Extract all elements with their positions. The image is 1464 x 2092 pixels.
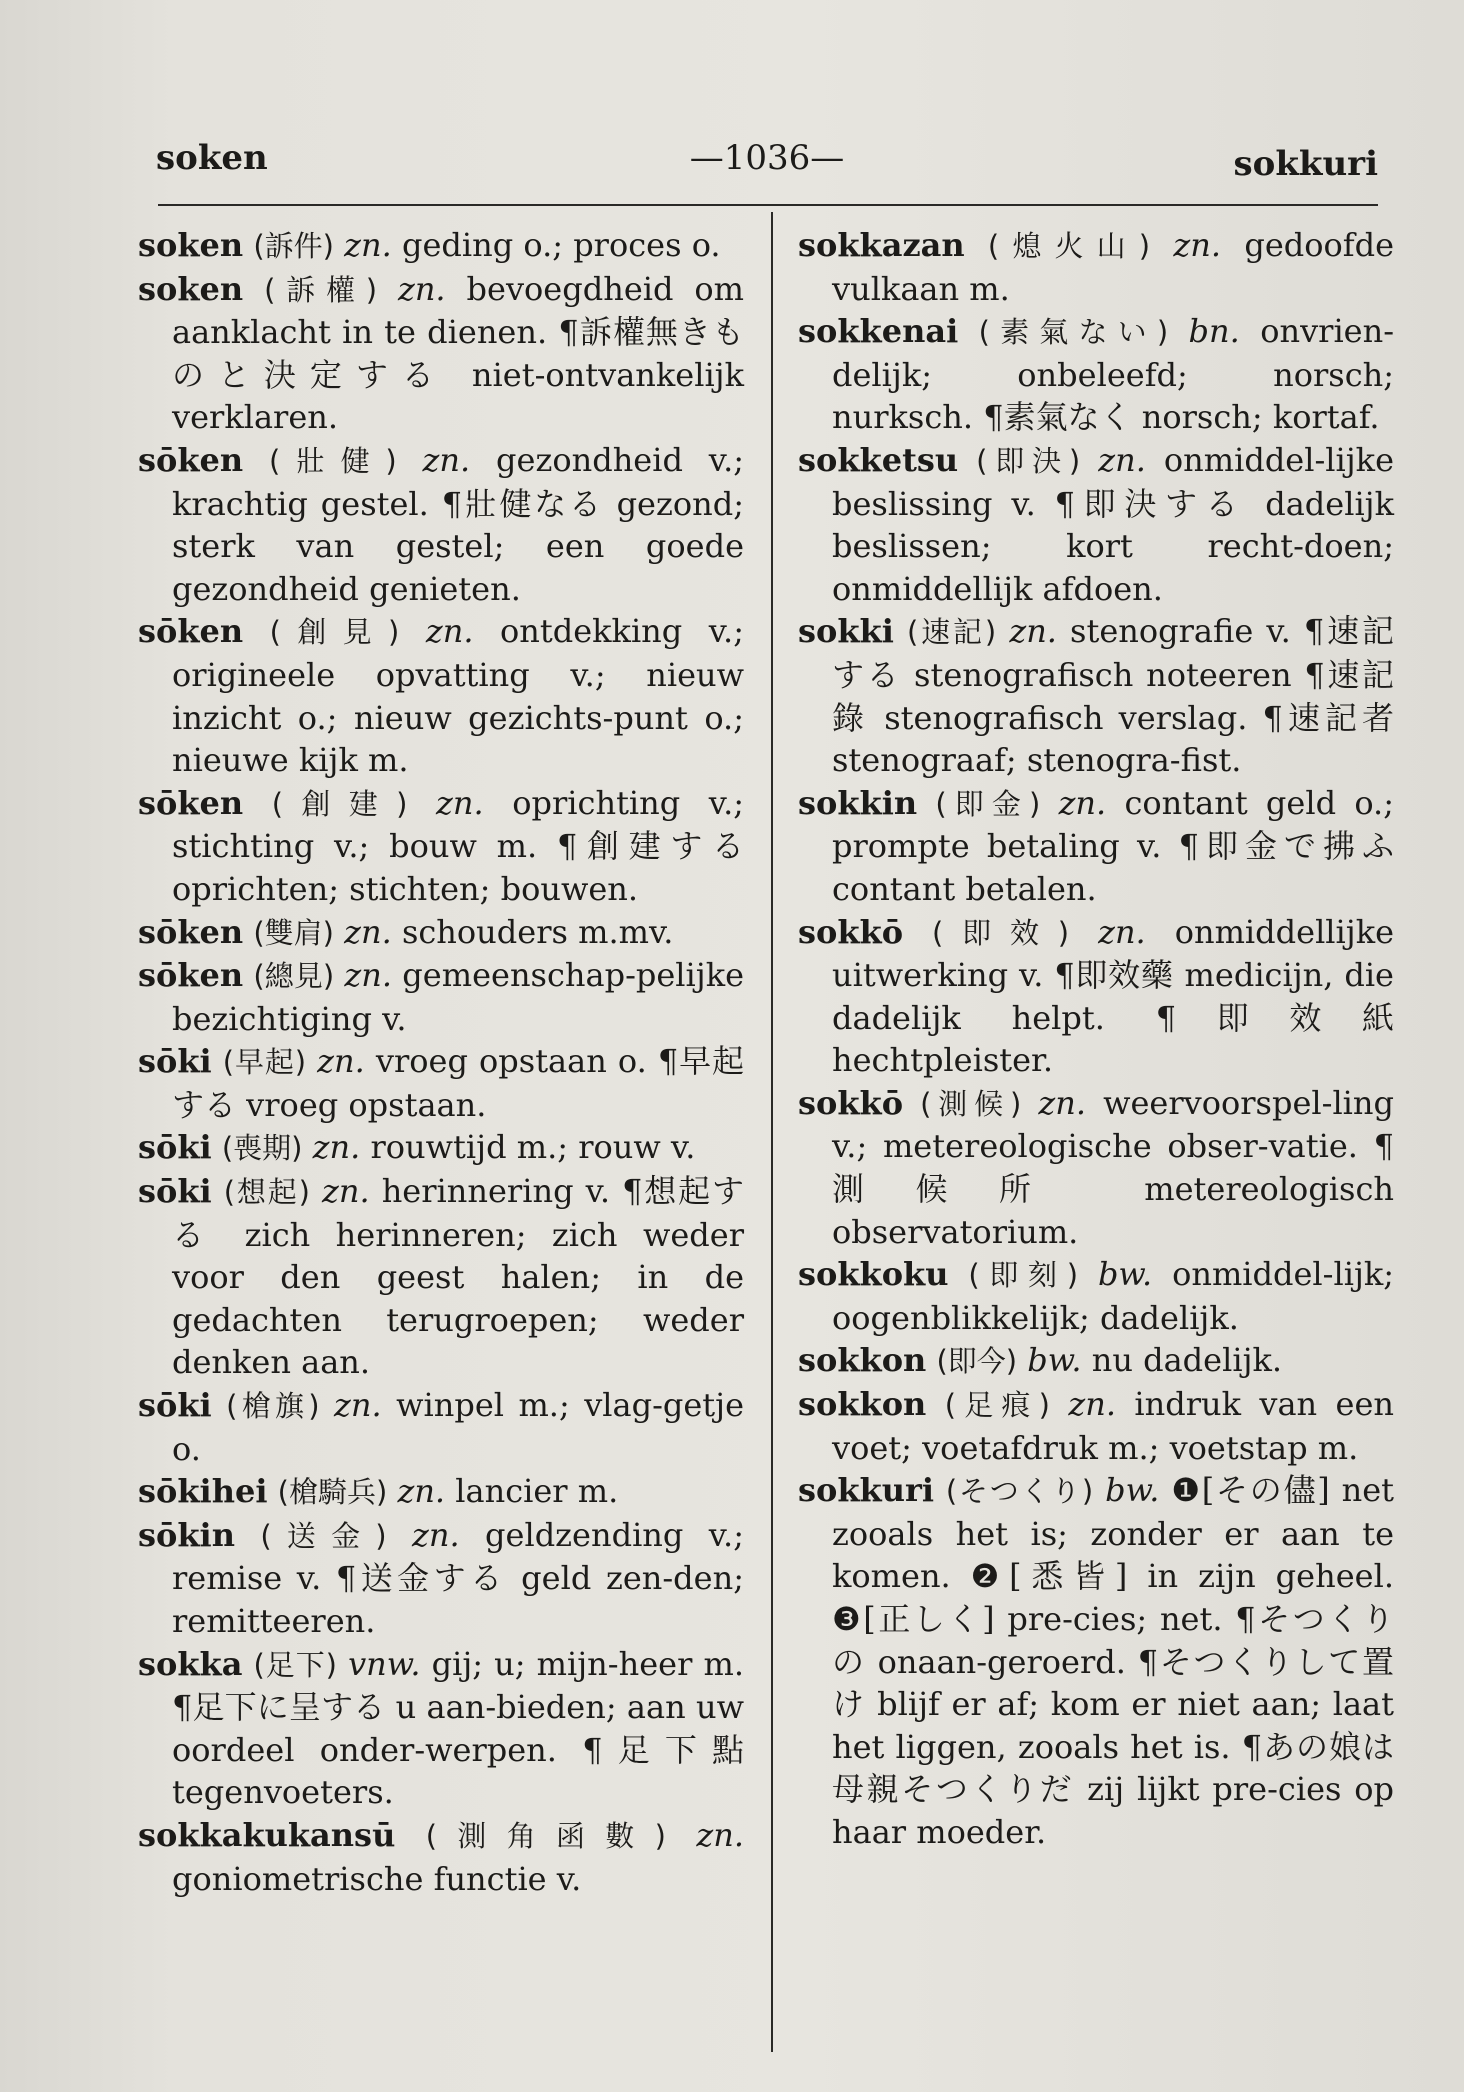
entry-definition: bevoegdheid om aanklacht in te dienen. ¶訴權無きものと決定する niet-ontvankelijk verklaren. — [172, 269, 745, 437]
entry-headword: sōki — [138, 1386, 212, 1425]
entry-headword: soken — [138, 269, 244, 308]
entry-headword: sokkoku — [798, 1255, 949, 1294]
entry-kanji: (即金) — [935, 786, 1041, 821]
entry-definition: indruk van een voet; voetafdruk m.; voetstap m. — [832, 1385, 1395, 1467]
entry-kanji: (即決) — [976, 443, 1081, 478]
entry-kanji: (足痕) — [944, 1388, 1050, 1423]
entry-kanji: (送金) — [260, 1518, 387, 1553]
entry-part-of-speech: zn. — [1009, 612, 1057, 651]
entry-part-of-speech: zn. — [696, 1815, 744, 1854]
dictionary-entry — [798, 911, 1394, 1082]
entry-headword: sokkō — [798, 1083, 904, 1122]
entry-part-of-speech: zn. — [1068, 1385, 1116, 1424]
dictionary-entry — [798, 310, 1394, 439]
dictionary-entry — [138, 782, 744, 911]
entry-definition: nu dadelijk. — [1091, 1341, 1283, 1380]
entry-part-of-speech: zn. — [312, 1128, 361, 1167]
entry-definition: rouwtijd m.; rouw v. — [370, 1128, 696, 1167]
entry-definition: gedoofde vulkaan m. — [832, 226, 1395, 308]
entry-headword: sōken — [138, 956, 244, 995]
dictionary-entry — [798, 1082, 1394, 1253]
entry-definition: onmiddel-lijk; oogenblikkelijk; dadelijk. — [832, 1255, 1395, 1337]
entry-headword: sōkihei — [138, 1472, 268, 1511]
entry-kanji: (訴件) — [253, 229, 334, 263]
entry-kanji: (訴權) — [264, 272, 378, 307]
entry-kanji: (足下) — [253, 1647, 337, 1682]
entry-headword: sōken — [138, 912, 244, 951]
page-number: —1036— — [689, 138, 845, 178]
entry-definition: onvrien-delijk; onbeleefd; norsch; nurksch. ¶素氣なく norsch; kortaf. — [832, 312, 1395, 437]
entry-part-of-speech: zn. — [397, 269, 446, 308]
entry-part-of-speech: zn. — [436, 783, 484, 822]
entry-definition: weervoorspel-ling v.; metereologische obser-vatie. ¶測候所 metereologisch observatorium. — [832, 1083, 1394, 1251]
right-column — [798, 224, 1394, 1854]
dictionary-entry — [138, 610, 744, 781]
column-divider — [771, 212, 773, 2052]
entry-headword: soken — [138, 226, 244, 264]
entry-kanji: (想起) — [223, 1175, 310, 1210]
entry-headword: sokkō — [798, 912, 904, 951]
entry-kanji: (總見) — [253, 959, 335, 994]
entry-kanji: (雙肩) — [253, 915, 334, 950]
entry-definition: contant geld o.; prompte betaling v. ¶即金で拂ふ contant betalen. — [832, 783, 1394, 908]
entry-kanji: (創見) — [269, 615, 400, 650]
dictionary-entry — [138, 1814, 744, 1900]
dictionary-entry — [138, 1040, 744, 1126]
entry-part-of-speech: zn. — [322, 1172, 370, 1211]
entry-definition: gij; u; mijn-heer m. ¶足下に呈する u aan-bieden; aan uw oordeel onder-werpen. ¶足下點 tegenvoeters. — [172, 1644, 745, 1812]
entry-definition: schouders m.mv. — [401, 912, 674, 951]
dictionary-entry — [798, 224, 1394, 310]
entry-headword: sōkin — [138, 1515, 235, 1554]
dictionary-entry — [798, 610, 1394, 781]
header-rule — [158, 204, 1378, 206]
dictionary-entry — [798, 439, 1394, 610]
entry-headword: sokkazan — [798, 226, 965, 264]
entry-part-of-speech: zn. — [1173, 226, 1222, 264]
entry-definition: gemeenschap-pelijke bezichtiging v. — [172, 956, 745, 1038]
entry-definition: gezondheid v.; krachtig gestel. ¶壯健なる gezond; sterk van gestel; een goede gezondheid genieten. — [172, 440, 745, 608]
entry-part-of-speech: zn. — [344, 956, 393, 995]
dictionary-entry — [138, 954, 744, 1040]
entry-headword: sokkenai — [798, 312, 959, 351]
entry-part-of-speech: zn. — [344, 912, 392, 951]
entry-kanji: (槍旗) — [226, 1389, 320, 1424]
dictionary-entry — [798, 782, 1394, 911]
entry-definition: stenografie v. ¶速記する stenografisch noteeren ¶速記錄 stenografisch verslag. ¶速記者 stenograaf; stenogra-fist. — [832, 612, 1395, 780]
entry-headword: sokkin — [798, 783, 918, 822]
dictionary-entry — [138, 224, 744, 268]
dictionary-entry — [138, 439, 744, 610]
entry-part-of-speech: zn. — [412, 1515, 460, 1554]
entry-definition: onmiddellijke uitwerking v. ¶即效藥 medicijn, die dadelijk helpt. ¶即效紙 hechtpleister. — [832, 912, 1395, 1080]
entry-headword: sokkon — [798, 1341, 927, 1380]
entry-kanji: (即效) — [932, 915, 1070, 950]
entry-part-of-speech: bn. — [1188, 312, 1240, 351]
entry-part-of-speech: zn. — [1038, 1083, 1087, 1122]
dictionary-entry — [138, 268, 744, 439]
entry-kanji: (早起) — [222, 1045, 307, 1080]
entry-part-of-speech: bw. — [1105, 1471, 1160, 1510]
dictionary-entry — [138, 1126, 744, 1170]
entry-part-of-speech: zn. — [334, 1386, 382, 1425]
entry-definition: onmiddel-lijke beslissing v. ¶即決する dadelijk beslissen; kort recht-doen; onmiddellijk afdoen. — [832, 440, 1394, 608]
entry-headword: sokkon — [798, 1385, 927, 1424]
entry-kanji: (熄火山) — [987, 229, 1151, 263]
entry-headword: sōken — [138, 783, 244, 822]
header-guide-word-right: sokkuri — [1233, 144, 1378, 184]
entry-kanji: (喪期) — [221, 1131, 303, 1166]
entry-headword: sokki — [798, 612, 894, 651]
dictionary-entry — [138, 1643, 744, 1814]
entry-part-of-speech: vnw. — [348, 1644, 421, 1683]
entry-definition: winpel m.; vlag-getje o. — [172, 1386, 745, 1468]
entry-kanji: (即刻) — [968, 1258, 1079, 1293]
entry-definition: herinnering v. ¶想起する zich herinneren; zich weder voor den geest halen; in de gedachten terugroepen; weder denken aan. — [172, 1172, 745, 1382]
entry-definition: ontdekking v.; origineele opvatting v.; nieuw inzicht o.; nieuw gezichts-punt o.; nieuwe kijk m. — [172, 612, 745, 780]
dictionary-entry — [798, 1469, 1394, 1853]
entry-kanji: (測候) — [920, 1086, 1022, 1121]
entry-part-of-speech: bw. — [1027, 1341, 1082, 1380]
entry-definition: geding o.; proces o. — [401, 226, 721, 264]
entry-headword: sōken — [138, 440, 244, 479]
left-column — [138, 224, 744, 1900]
entry-headword: sokkuri — [798, 1471, 934, 1510]
entry-part-of-speech: zn. — [397, 1472, 446, 1511]
entry-kanji: (創建) — [271, 786, 408, 821]
entry-headword: sokketsu — [798, 440, 959, 479]
header-guide-word-left: soken — [156, 138, 268, 178]
entry-kanji: (そつくり) — [945, 1474, 1094, 1509]
entry-part-of-speech: zn. — [344, 226, 392, 264]
dictionary-entry — [798, 1383, 1394, 1469]
dictionary-entry — [138, 1514, 744, 1643]
entry-headword: sokkakukansū — [138, 1815, 396, 1854]
entry-headword: sōki — [138, 1042, 212, 1081]
entry-definition: vroeg opstaan o. ¶早起する vroeg opstaan. — [172, 1042, 744, 1124]
entry-part-of-speech: zn. — [425, 612, 474, 651]
entry-part-of-speech: zn. — [1058, 783, 1107, 822]
entry-part-of-speech: zn. — [1098, 440, 1146, 479]
dictionary-entry — [138, 1170, 744, 1384]
dictionary-entry — [138, 1470, 744, 1514]
entry-definition: oprichting v.; stichting v.; bouw m. ¶創建する oprichten; stichten; bouwen. — [172, 783, 745, 908]
entry-part-of-speech: zn. — [1098, 912, 1146, 951]
entry-kanji: (素氣ない) — [978, 315, 1169, 350]
entry-definition: ❶[その儘] net zooals het is; zonder er aan te komen. ❷[悉皆] in zijn geheel. ❸[正しく] pre-cies; net. ¶そつくりの onaan-geroerd. ¶そつくりして置け blijf er af; kom er niet aan; laat het liggen, zooals het is. ¶あの娘は母親そつくりだ zij lijkt pre-cies op haar moeder. — [832, 1471, 1395, 1851]
dictionary-entry — [138, 911, 744, 955]
entry-headword: sōki — [138, 1128, 212, 1167]
entry-kanji: (槍騎兵) — [277, 1475, 388, 1510]
dictionary-entry — [798, 1339, 1394, 1383]
entry-definition: goniometrische functie v. — [172, 1859, 582, 1898]
entry-kanji: (即今) — [936, 1344, 1018, 1379]
entry-headword: sokka — [138, 1644, 243, 1683]
entry-part-of-speech: zn. — [422, 440, 471, 479]
entry-headword: sōki — [138, 1172, 212, 1211]
entry-kanji: (壯健) — [269, 443, 397, 478]
entry-kanji: (速記) — [906, 615, 997, 650]
entry-kanji: (測角函數) — [425, 1818, 666, 1853]
dictionary-entry — [138, 1384, 744, 1470]
entry-headword: sōken — [138, 612, 244, 651]
page-header — [156, 138, 1378, 182]
dictionary-entry — [798, 1253, 1394, 1339]
entry-part-of-speech: bw. — [1097, 1255, 1153, 1294]
entry-definition: geldzending v.; remise v. ¶送金する geld zen-den; remitteeren. — [172, 1515, 745, 1640]
entry-definition: lancier m. — [455, 1472, 619, 1511]
entry-part-of-speech: zn. — [317, 1042, 365, 1081]
